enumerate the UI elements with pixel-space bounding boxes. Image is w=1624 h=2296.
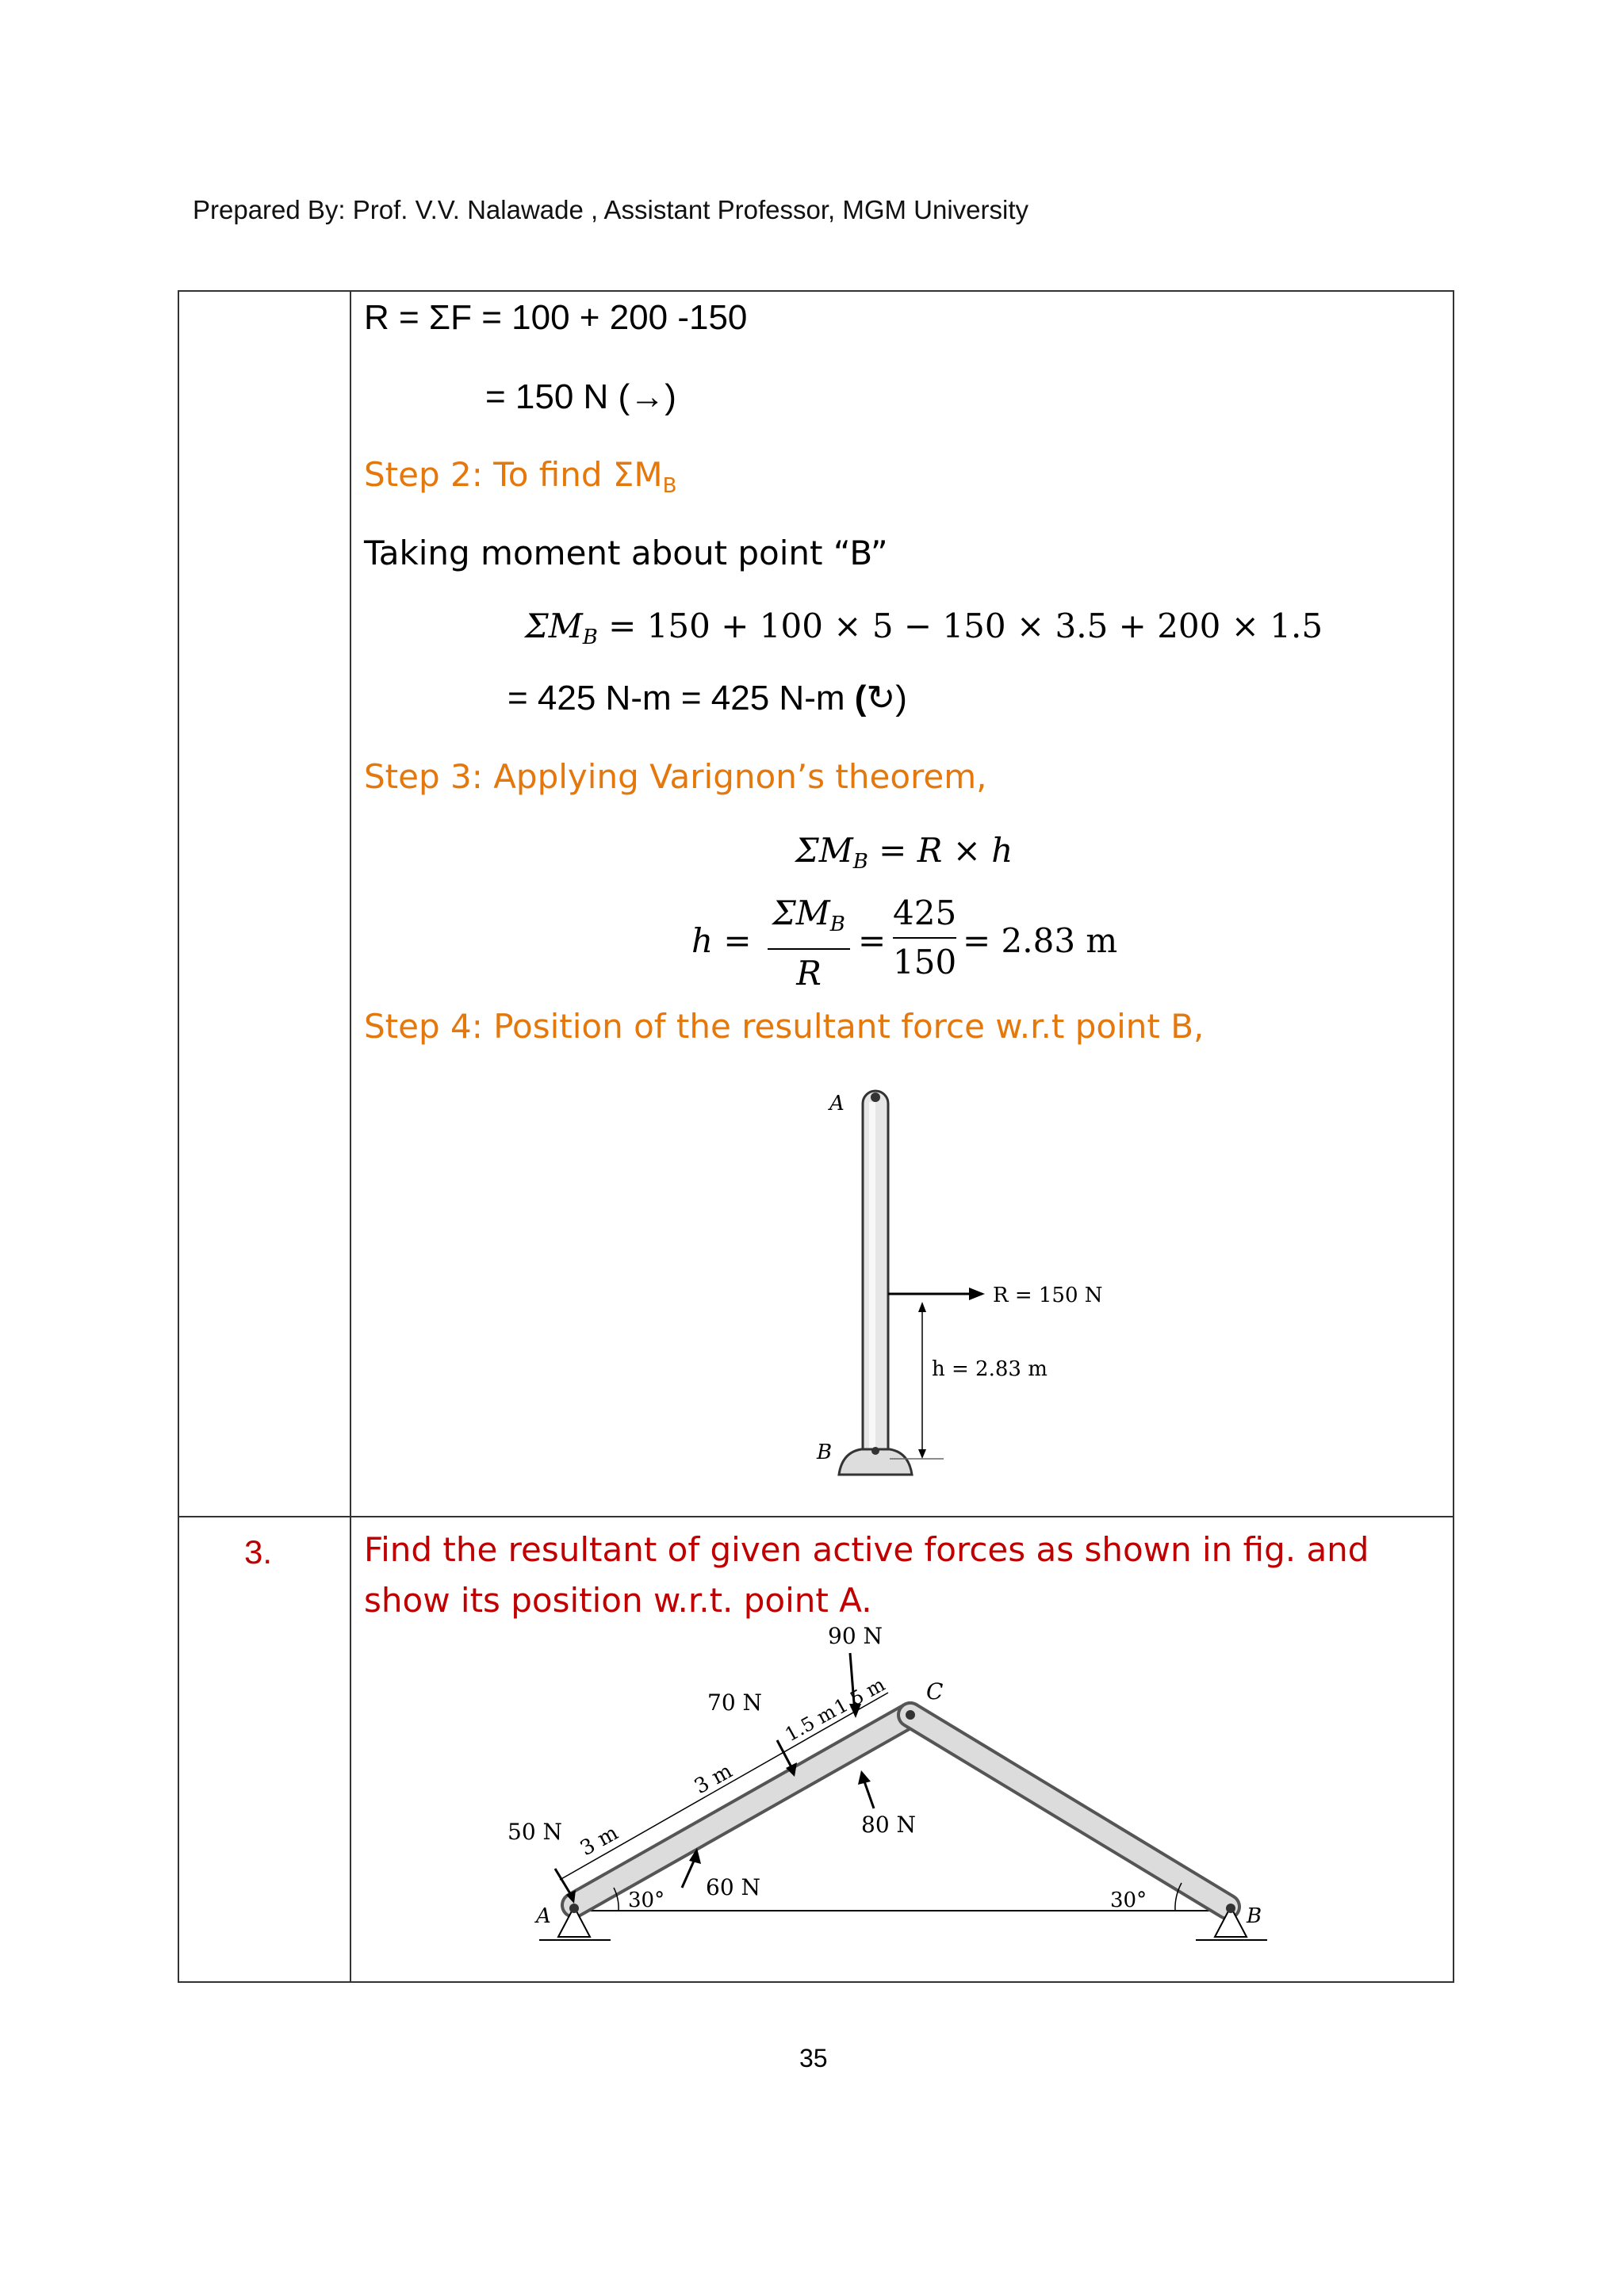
label-50n: 50 N [508,1819,563,1845]
force-70n-arrow [777,1740,791,1767]
equals-sign: = [858,921,887,960]
height-label: h = 2.83 m [932,1357,1048,1381]
taking-moment-text: Taking moment about point “B” [364,534,888,572]
label-3m-a: 3 m [576,1820,622,1862]
clockwise-icon: ↻ [866,679,896,718]
label-angle-a: 30° [628,1888,665,1912]
pin-a [871,1093,880,1102]
label-c: C [926,1678,944,1705]
resultant-sum-line: R = ΣF = 100 + 200 -150 [364,298,748,337]
label-1-5m-a: 1.5 m [781,1700,840,1747]
force-50n-arrow [555,1869,571,1895]
row-divider [179,1516,1453,1517]
label-b: B [1247,1904,1262,1928]
label-b: B [817,1441,833,1464]
resultant-label: R = 150 N [993,1284,1103,1307]
step3-heading: Step 3: Applying Varignon’s theorem, [364,757,987,796]
label-angle-b: 30° [1110,1888,1147,1912]
label-3m-b: 3 m [690,1758,737,1800]
pin-c [906,1710,915,1720]
label-80n: 80 N [861,1812,917,1838]
step2-heading: Step 2: To find $\Sigma M_B$ [364,455,677,498]
moment-result-line: = 425 N-m = 425 N-m (↻) [508,679,907,718]
fraction-moment-over-r: $\Sigma M_B$ R [768,893,850,994]
label-60n: 60 N [706,1874,761,1900]
problem3-line1: Find the resultant of given active forces as shown in fig. and [364,1530,1369,1569]
force-80n-arrow [864,1781,874,1808]
problem3-line2: show its position w.r.t. point A. [364,1581,872,1620]
force-60n-arrow [682,1859,695,1888]
h-result: = 2.83 m [963,921,1118,960]
moment-equation: $\Sigma M_B = 150 + 100 \times 5 - 150 \times 3.5 + 200 \times 1.5$ [525,607,1323,649]
page-header: Prepared By: Prof. V.V. Nalawade , Assistant Professor, MGM University [193,195,1029,224]
truss-figure [492,1621,1316,1978]
label-90n: 90 N [828,1623,883,1649]
page-number: 35 [799,2044,828,2072]
step4-heading: Step 4: Position of the resultant force w.r.t point B, [364,1007,1205,1046]
fraction-425-over-150: 425 150 [893,894,957,982]
column-divider [350,292,351,1981]
h-label: h = [691,921,752,960]
label-1-5m-b: 1.5 m [830,1673,889,1720]
problem-number: 3. [244,1533,273,1571]
label-a: A [536,1904,551,1928]
label-70n: 70 N [707,1689,763,1716]
resultant-position-figure [793,1070,1174,1490]
varignon-equation: $\Sigma M_B = R \times h$ [795,831,1013,874]
resultant-value-line: = 150 N (→) [485,377,676,416]
label-a: A [829,1092,845,1115]
